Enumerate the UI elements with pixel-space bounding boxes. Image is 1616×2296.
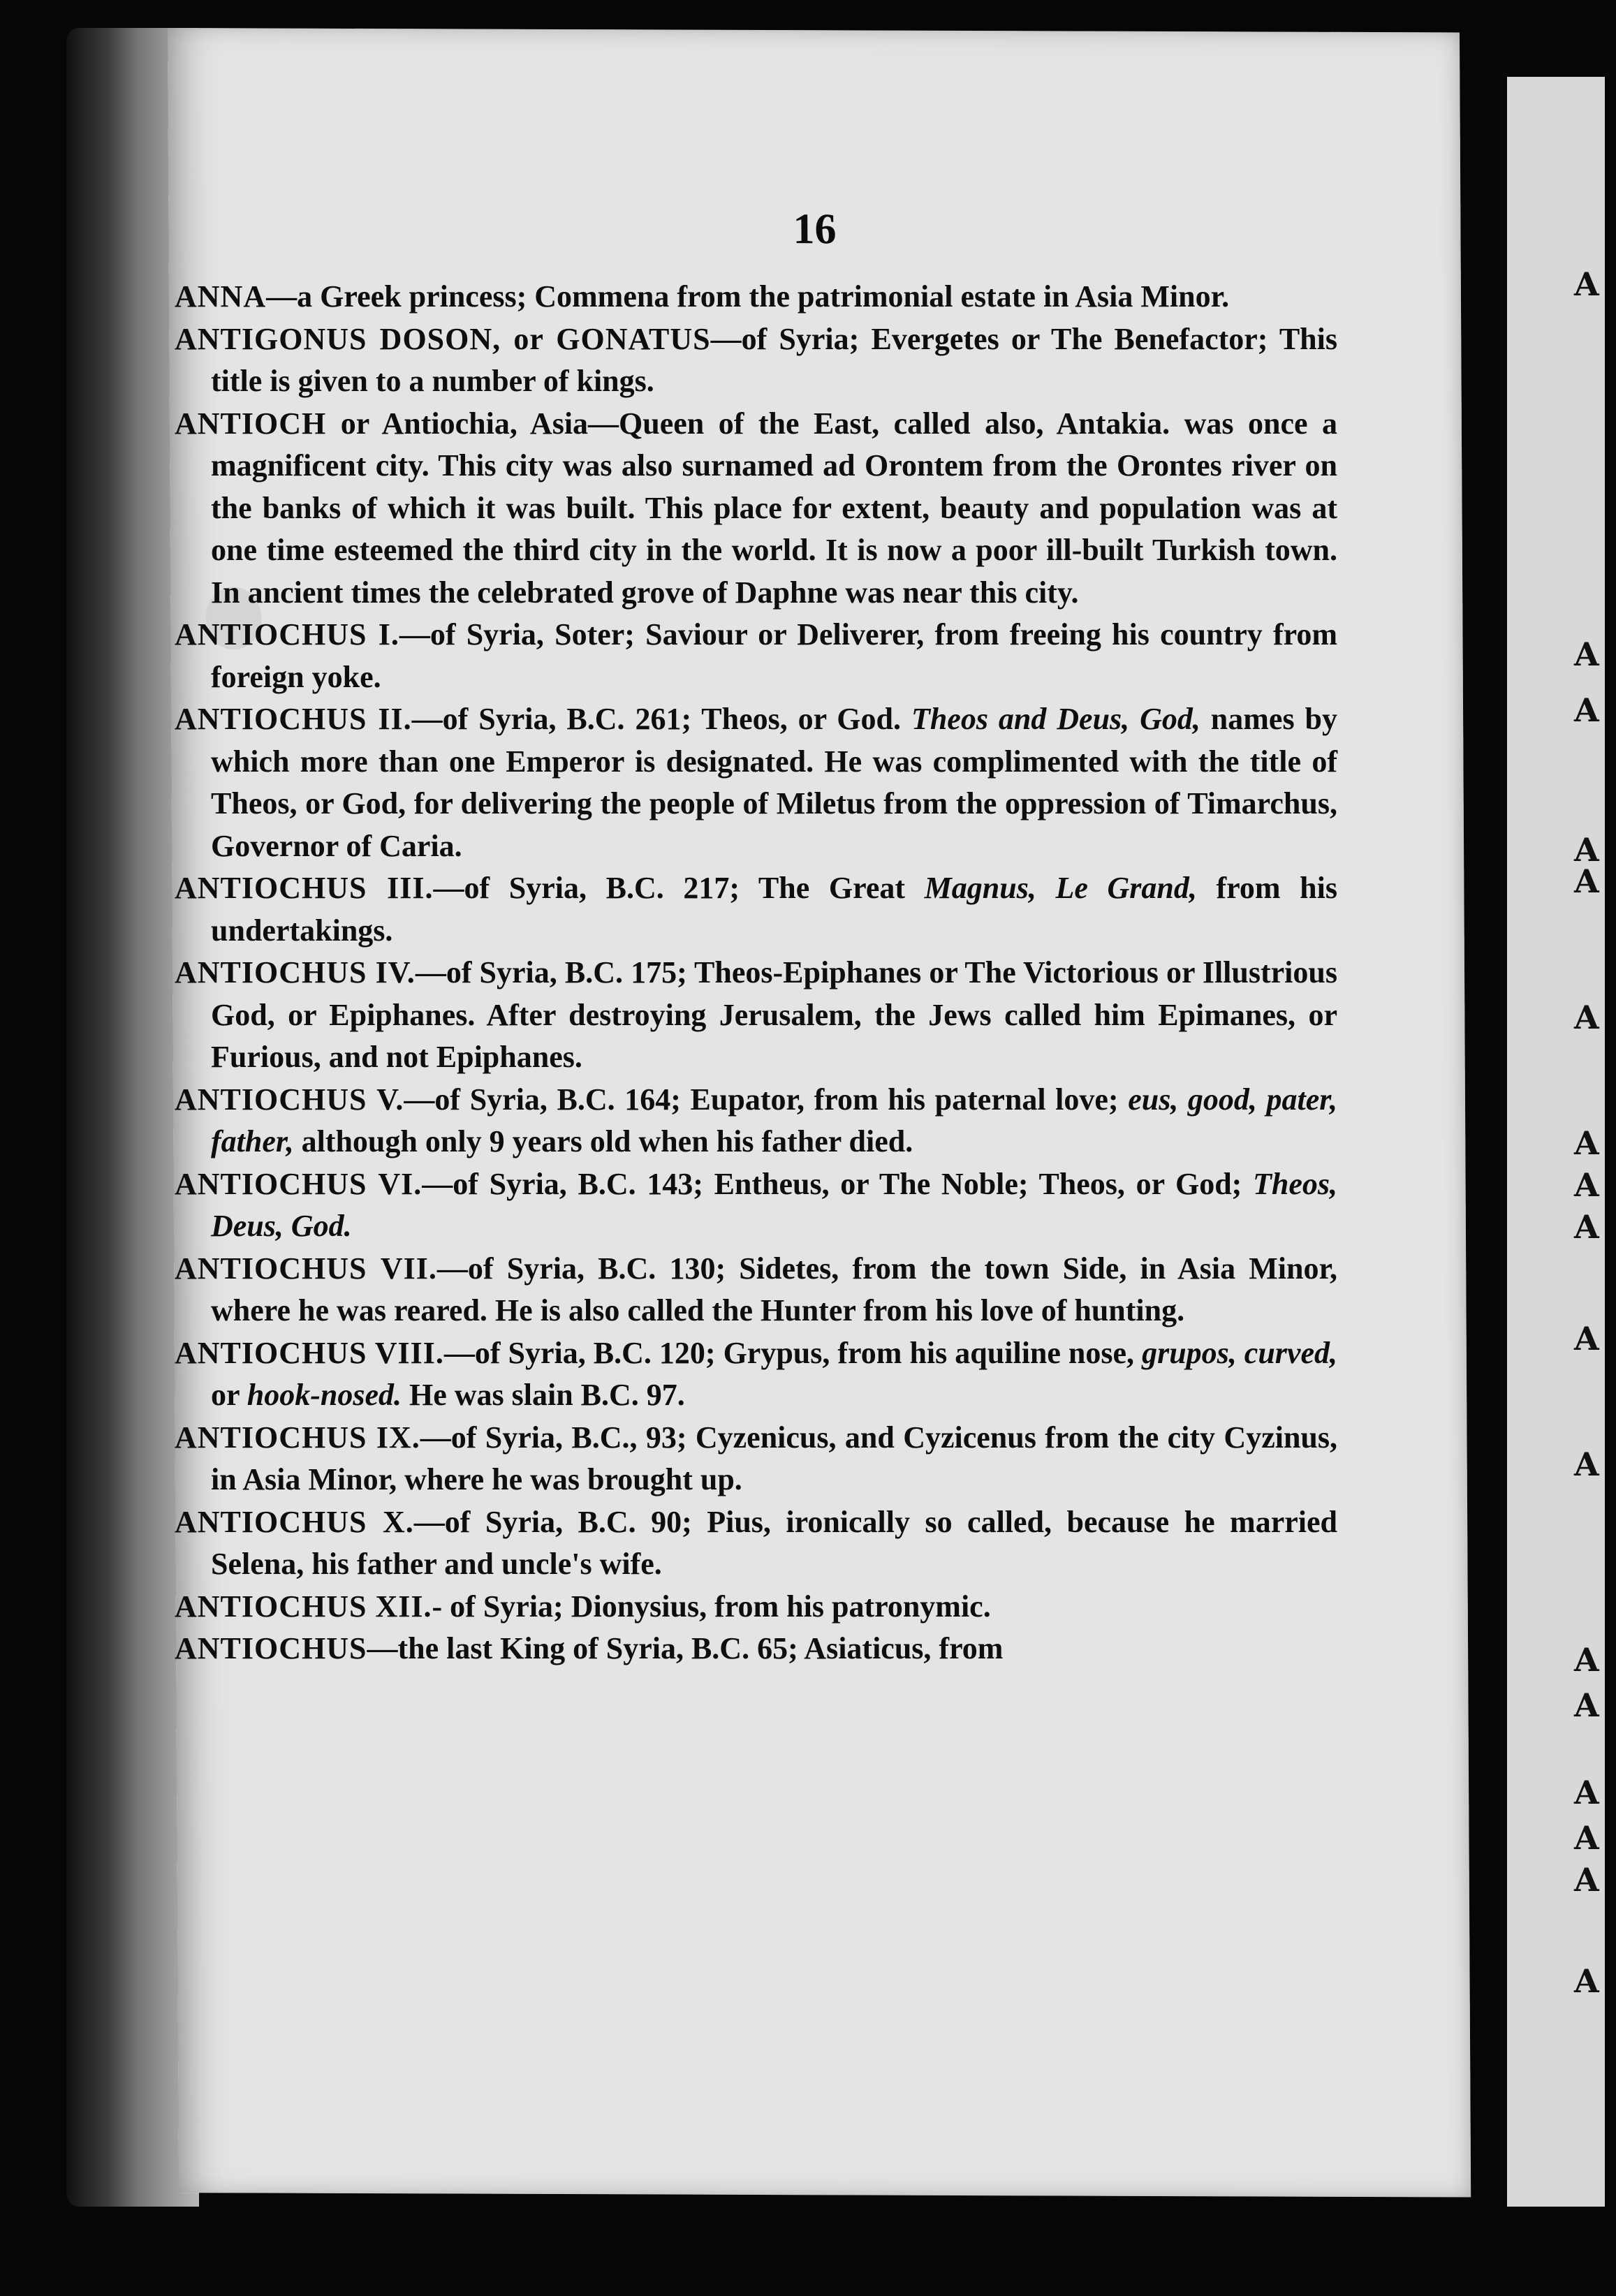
entry-text: —the last King of Syria, B.C. 65; Asiaticus, from bbox=[367, 1631, 1004, 1665]
entry-text: —of Syria, Soter; Saviour or Deliverer, from freeing his country from foreign yoke. bbox=[211, 617, 1337, 694]
entry-head: ANTIOCHUS VIII. bbox=[175, 1335, 444, 1370]
entry-antiochus-7 bbox=[175, 1248, 1337, 1332]
edge-letter: A bbox=[1574, 635, 1599, 673]
entry-antiochus-4 bbox=[175, 952, 1337, 1079]
edge-letter: A bbox=[1574, 1124, 1599, 1162]
entry-antiochus-1 bbox=[175, 614, 1337, 698]
entry-head: ANTIOCHUS II. bbox=[175, 702, 412, 736]
entry-head: ANTIOCHUS X. bbox=[175, 1504, 414, 1539]
entry-text: or Antiochia, Asia—Queen of the East, called also, Antakia. was once a magnificent city. This city was also surnamed ad Orontem from the Orontes river on the banks of which it was built. This place for extent, beauty and population was at one time esteemed the third city in the world. It is now a poor ill-built Turkish town. In ancient times the celebrated grove of Daphne was near this city. bbox=[211, 406, 1337, 610]
entry-text: —of Syria, B.C. 120; Grypus, from his aquiline nose, bbox=[443, 1335, 1143, 1370]
entry-head: ANTIOCHUS bbox=[175, 1631, 367, 1665]
entry-antiochus-last bbox=[175, 1628, 1337, 1670]
entry-head: ANTIGONUS DOSON, or GONATUS bbox=[175, 321, 711, 356]
entry-antiochus-3 bbox=[175, 867, 1337, 952]
entry-head: ANTIOCHUS III. bbox=[175, 871, 434, 905]
facing-page-edge bbox=[1507, 77, 1605, 2207]
edge-letter: A bbox=[1574, 1320, 1599, 1357]
entry-head: ANTIOCHUS VI. bbox=[175, 1166, 423, 1201]
edge-letter: A bbox=[1574, 1774, 1599, 1811]
entry-text: —of Syria, B.C. 130; Sidetes, from the town Side, in Asia Minor, where he was reared. He is also called the Hunter from his love of hunting. bbox=[211, 1251, 1337, 1327]
entry-italic: hook-nosed. bbox=[247, 1378, 402, 1412]
entry-italic: grupos, curved, bbox=[1142, 1335, 1337, 1370]
entry-text: from his undertakings. bbox=[211, 871, 1337, 948]
entry-anna bbox=[175, 276, 1337, 318]
entry-head: ANTIOCHUS IX. bbox=[175, 1420, 420, 1455]
entry-text: —of Syria, B.C., 93; Cyzenicus, and Cyzicenus from the city Cyzinus, in Asia Minor, where he was brought up. bbox=[211, 1420, 1338, 1496]
entry-italic: Magnus, Le Grand, bbox=[924, 871, 1197, 905]
entry-antiochus-6 bbox=[175, 1163, 1337, 1248]
edge-letter: A bbox=[1574, 999, 1599, 1036]
entry-text: names by which more than one Emperor is designated. He was complimented with the title of Theos, or God, for delivering the people of Miletus from the oppression of Timarchus, Governor of Caria. bbox=[211, 702, 1337, 863]
entry-text: although only 9 years old when his father died. bbox=[293, 1124, 913, 1158]
entry-text: —of Syria, B.C. 217; The Great bbox=[433, 871, 925, 905]
entry-head: ANTIOCH bbox=[175, 406, 327, 441]
edge-letter: A bbox=[1574, 1962, 1599, 2000]
entry-head: ANNA bbox=[175, 279, 267, 314]
page-number: 16 bbox=[793, 205, 837, 253]
entry-text: —of Syria, B.C. 90; Pius, ironically so called, because he married Selena, his father and uncle's wife. bbox=[211, 1504, 1337, 1581]
entry-antiochus-5 bbox=[175, 1079, 1337, 1163]
entry-text: —of Syria; Evergetes or The Benefactor; This title is given to a number of kings. bbox=[211, 321, 1337, 398]
entry-head: ANTIOCHUS XII. bbox=[175, 1589, 432, 1624]
entry-italic: Theos and Deus, God, bbox=[911, 702, 1200, 736]
entry-antigonus bbox=[175, 318, 1337, 403]
edge-letter: A bbox=[1574, 1819, 1599, 1857]
entry-text: —a Greek princess; Commena from the patrimonial estate in Asia Minor. bbox=[266, 279, 1230, 314]
entry-antiochus-9 bbox=[175, 1417, 1337, 1501]
edge-letter: A bbox=[1574, 1641, 1599, 1679]
edge-letter: A bbox=[1574, 1166, 1599, 1204]
entry-text: He was slain B.C. 97. bbox=[401, 1378, 685, 1412]
entry-italic: eus, good, pater, father, bbox=[211, 1082, 1337, 1158]
entry-text: —of Syria, B.C. 164; Eupator, from his paternal love; bbox=[404, 1082, 1129, 1117]
dictionary-entries bbox=[175, 276, 1337, 1670]
entry-head: ANTIOCHUS VII. bbox=[175, 1251, 437, 1286]
entry-antiochus-12 bbox=[175, 1586, 1337, 1628]
entry-antiochus-8 bbox=[175, 1332, 1337, 1417]
edge-letter: A bbox=[1574, 1445, 1599, 1483]
entry-text: or bbox=[211, 1378, 247, 1412]
entry-head: ANTIOCHUS I. bbox=[175, 617, 399, 652]
edge-letter: A bbox=[1574, 1208, 1599, 1246]
edge-letter: A bbox=[1574, 691, 1599, 729]
entry-antiochus-10 bbox=[175, 1501, 1337, 1586]
edge-letter: A bbox=[1574, 1861, 1599, 1899]
edge-letter: A bbox=[1574, 831, 1599, 869]
edge-letter: A bbox=[1574, 862, 1599, 900]
edge-letter: A bbox=[1574, 265, 1599, 303]
entry-antiochus-2 bbox=[175, 698, 1337, 867]
entry-italic: Theos, Deus, God. bbox=[211, 1166, 1337, 1243]
entry-text: —of Syria, B.C. 175; Theos-Epiphanes or The Victorious or Illustrious God, or Epiphanes. After destroying Jerusalem, the Jews called him Epimanes, or Furious, and not Epiphanes. bbox=[211, 955, 1337, 1074]
edge-letter: A bbox=[1574, 1686, 1599, 1724]
facing-page-letters bbox=[1574, 77, 1616, 2207]
entry-text: —of Syria, B.C. 261; Theos, or God. bbox=[411, 702, 911, 736]
entry-antioch bbox=[175, 403, 1337, 615]
entry-head: ANTIOCHUS V. bbox=[175, 1082, 404, 1117]
entry-text: - of Syria; Dionysius, from his patronymic. bbox=[432, 1589, 991, 1624]
entry-text: —of Syria, B.C. 143; Entheus, or The Noble; Theos, or God; bbox=[422, 1166, 1253, 1201]
entry-head: ANTIOCHUS IV. bbox=[175, 955, 416, 989]
